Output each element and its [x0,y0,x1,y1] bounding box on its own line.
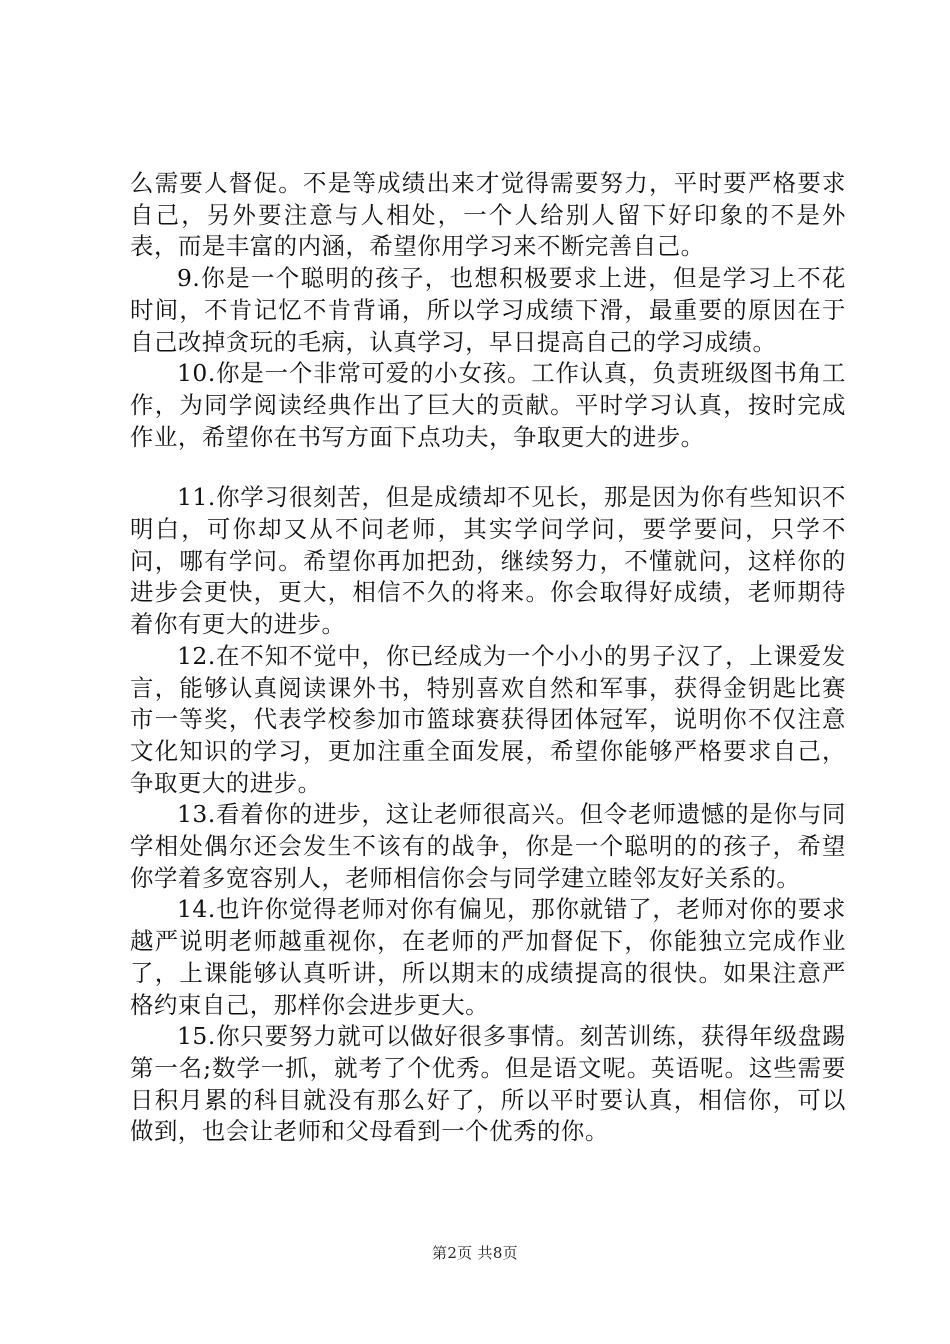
paragraph-item-15: 15.你只要努力就可以做好很多事情。刻苦训练，获得年级盘踢第一名;数学一抓，就考了个优秀。但是语文呢。英语呢。这些需要日积月累的科目就没有那么好了，所以平时要认真，相信你，可以做到，也会让老师和父母看到一个优秀的你。 [130,1022,846,1146]
paragraph-item-12: 12.在不知不觉中，你已经成为一个小小的男子汉了，上课爱发言，能够认真阅读课外书，特别喜欢自然和军事，获得金钥匙比赛市一等奖，代表学校参加市篮球赛获得团体冠军，说明你不仅注意文化知识的学习，更加注重全面发展，希望你能够严格要求自己，争取更大的进步。 [130,641,846,797]
paragraph-item-9: 9.你是一个聪明的孩子，也想积极要求上进，但是学习上不花时间，不肯记忆不肯背诵，所以学习成绩下滑，最重要的原因在于自己改掉贪玩的毛病，认真学习，早日提高自己的学习成绩。 [130,264,846,356]
document-body [130,168,846,1148]
paragraph-item-13: 13.看着你的进步，这让老师很高兴。但令老师遗憾的是你与同学相处偶尔还会发生不该有的战争，你是一个聪明的的孩子，希望你学着多宽容别人，老师相信你会与同学建立睦邻友好关系的。 [130,800,846,892]
paragraph-continuation: 么需要人督促。不是等成绩出来才觉得需要努力，平时要严格要求自己，另外要注意与人相处，一个人给别人留下好印象的不是外表，而是丰富的内涵，希望你用学习来不断完善自己。 [130,169,846,261]
page-footer: 第2页 共8页 [432,1244,518,1262]
paragraph-item-14: 14.也许你觉得老师对你有偏见，那你就错了，老师对你的要求越严说明老师越重视你，在老师的严加督促下，你能独立完成作业了，上课能够认真听讲，所以期末的成绩提高的很快。如果注意严格约束自己，那样你会进步更大。 [130,895,846,1019]
paragraph-item-11: 11.你学习很刻苦，但是成绩却不见长，那是因为你有些知识不明白，可你却又从不问老师，其实学问学问，要学要问，只学不问，哪有学问。希望你再加把劲，继续努力，不懂就问，这样你的进步会更快，更大，相信不久的将来。你会取得好成绩，老师期待着你有更大的进步。 [130,483,846,639]
paragraph-item-10: 10.你是一个非常可爱的小女孩。工作认真，负责班级图书角工作，为同学阅读经典作出了巨大的贡献。平时学习认真，按时完成作业，希望你在书写方面下点功夫，争取更大的进步。 [130,359,846,451]
